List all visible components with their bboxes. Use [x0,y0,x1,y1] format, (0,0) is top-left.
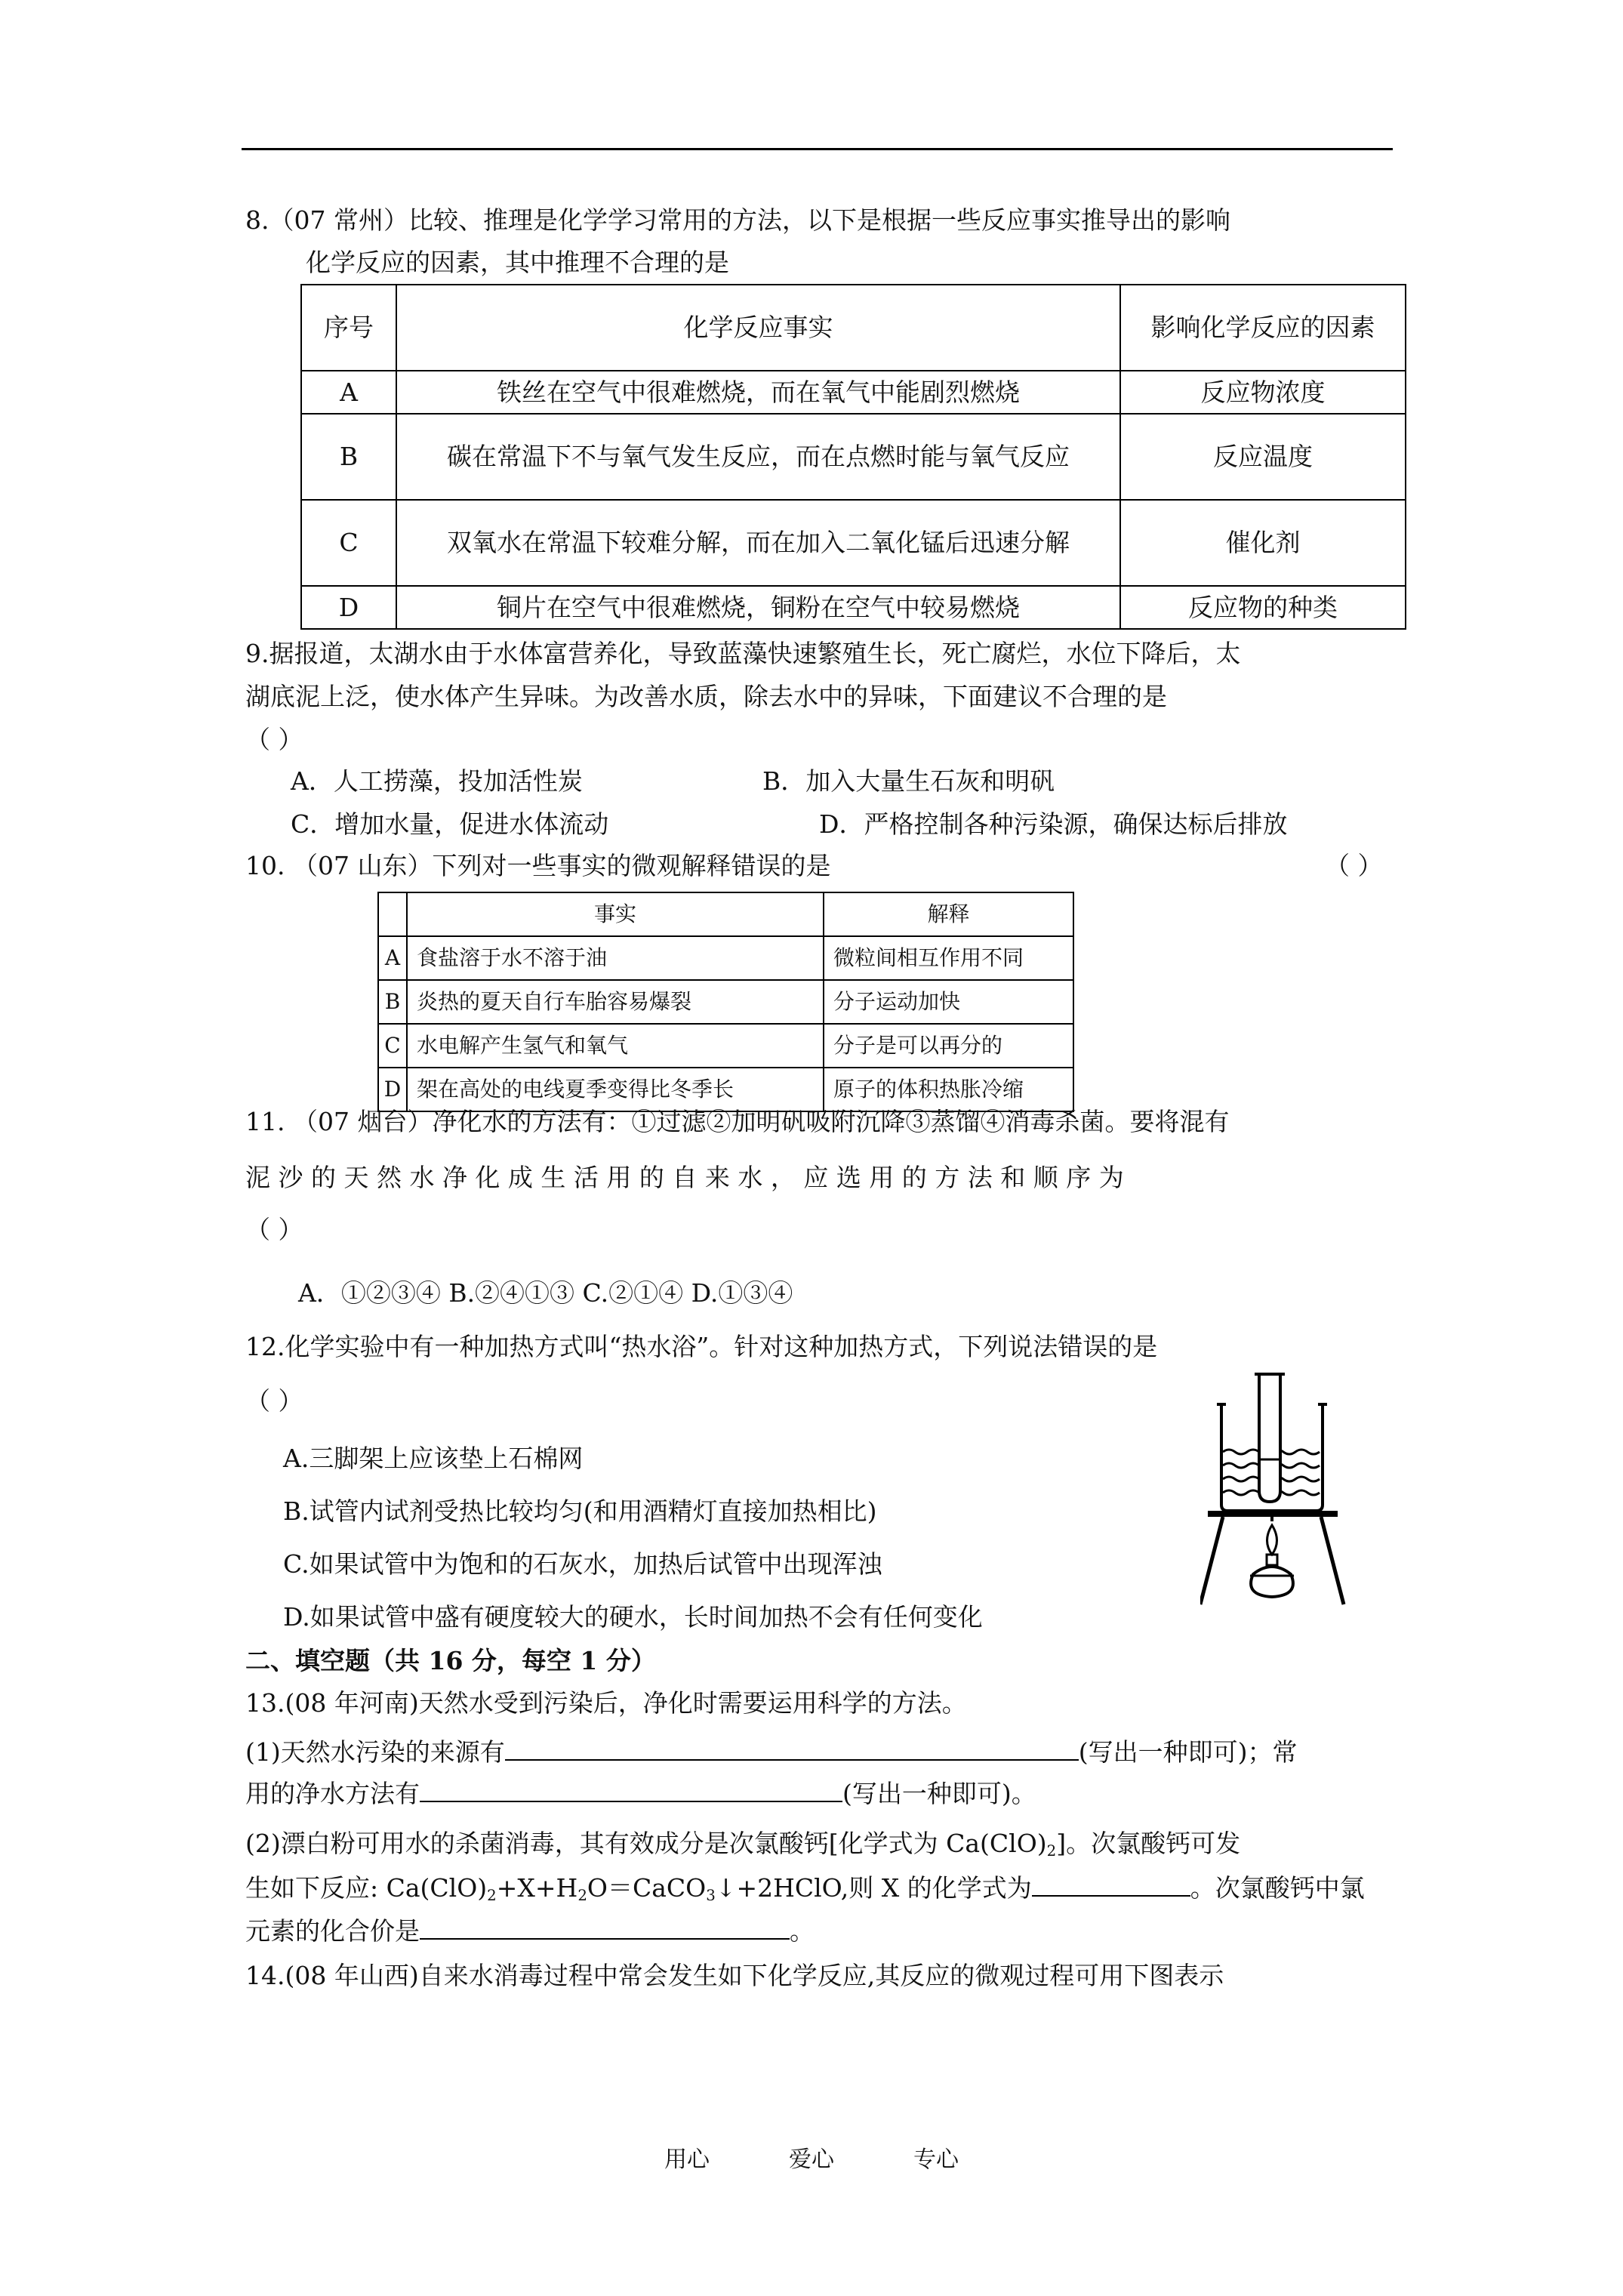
row-id: B [301,414,396,500]
row-fact: 铁丝在空气中很难燃烧，而在氧气中能剧烈燃烧 [396,371,1120,414]
row-factor: 催化剂 [1120,500,1406,586]
row-factor: 反应温度 [1120,414,1406,500]
q12-option-d: D.如果试管中盛有硬度较大的硬水，长时间加热不会有任何变化 [283,1602,983,1632]
q13-part2-text-b: ]。次氯酸钙可发 [1056,1829,1241,1858]
q13-valence-text: 元素的化合价是 [245,1916,420,1946]
table-row [301,371,1406,414]
section-heading [245,1646,656,1676]
row-id: A [301,371,396,414]
q10-table [377,892,1074,1112]
q13-equation-a: 生如下反应: Ca(ClO) [245,1873,488,1903]
q11-options: A．①②③④ B.②④①③ C.②①④ D.①③④ [298,1278,793,1308]
row-id: B [378,980,407,1024]
row-fact: 铜片在空气中很难燃烧，铜粉在空气中较易燃烧 [396,586,1120,629]
header-cell: 化学反应事实 [396,285,1120,371]
q12-option-c: C.如果试管中为饱和的石灰水，加热后试管中出现浑浊 [283,1549,882,1579]
table-row [301,586,1406,629]
row-explanation: 分子是可以再分的 [824,1024,1073,1068]
row-explanation: 微粒间相互作用不同 [824,936,1073,980]
footer-text-2: 爱心 [789,2147,834,2173]
q9-answer-bracket: （ ） [245,725,303,754]
answer-blank-x-formula[interactable] [1032,1872,1190,1897]
table-row [301,414,1406,500]
q13-part2-line2 [245,1872,1365,1903]
header-cell: 事实 [407,892,824,936]
row-explanation: 原子的体积热胀冷缩 [824,1068,1073,1111]
row-fact: 食盐溶于水不溶于油 [407,936,824,980]
footer-text-3: 专心 [913,2147,959,2173]
subscript: 2 [577,1886,587,1904]
q12-stem: 12.化学实验中有一种加热方式叫“热水浴”。针对这种加热方式，下列说法错误的是 [245,1332,1158,1361]
q13-equation-b: +X+H [496,1873,578,1903]
row-fact: 炎热的夏天自行车胎容易爆裂 [407,980,824,1024]
q13-part1-text2: 用的净水方法有 [245,1779,420,1808]
q13-part2-tail: 。次氯酸钙中氯 [1190,1873,1365,1903]
row-explanation: 分子运动加快 [824,980,1073,1024]
q9-option-b: B．加入大量生石灰和明矾 [762,766,1055,796]
row-id: C [301,500,396,586]
q13-stem: 13.(08 年河南)天然水受到污染后，净化时需要运用科学的方法。 [245,1688,967,1718]
section-heading-prefix: 二、填空题（共 [245,1646,429,1675]
table-row [301,500,1406,586]
header-cell: 解释 [824,892,1073,936]
q8-stem-line1: 8.（07 常州）比较、推理是化学学习常用的方法，以下是根据一些反应事实推导出的影响 [245,205,1230,235]
q13-part2-line3 [245,1915,815,1946]
q13-equation-c: O＝CaCO [587,1873,707,1903]
table-row [378,1024,1073,1068]
q13-part1-hint: (写出一种即可)；常 [1078,1737,1298,1767]
section-total-score: 16 [428,1646,463,1675]
header-cell-empty [378,892,407,936]
section-each-score: 1 [580,1646,598,1675]
footer-text-1: 用心 [664,2147,710,2173]
q13-equation-d: ↓+2HClO,则 X 的化学式为 [715,1873,1032,1903]
row-id: A [378,936,407,980]
q14-stem: 14.(08 年山西)自来水消毒过程中常会发生如下化学反应,其反应的微观过程可用下图表示 [245,1961,1224,1990]
row-fact: 架在高处的电线夏季变得比冬季长 [407,1068,824,1111]
q10-stem: 10. （07 山东）下列对一些事实的微观解释错误的是 [245,851,831,880]
row-fact: 双氧水在常温下较难分解，而在加入二氧化锰后迅速分解 [396,500,1120,586]
table-header-row [378,892,1073,936]
table-header-row [301,285,1406,371]
row-factor: 反应物的种类 [1120,586,1406,629]
q13-part1-line2 [245,1778,1036,1809]
row-fact: 碳在常温下不与氧气发生反应，而在点燃时能与氧气反应 [396,414,1120,500]
table-row [378,980,1073,1024]
q11-stem-line1: 11. （07 烟台）净化水的方法有：①过滤②加明矾吸附沉降③蒸馏④消毒杀菌。要将混有 [245,1107,1230,1136]
header-cell: 序号 [301,285,396,371]
row-id: D [301,586,396,629]
row-fact: 水电解产生氢气和氧气 [407,1024,824,1068]
q13-part1-line1 [245,1737,1298,1767]
header-cell: 影响化学反应的因素 [1120,285,1406,371]
q10-answer-bracket: （ ） [1325,851,1383,880]
q9-option-d: D．严格控制各种污染源，确保达标后排放 [819,809,1288,839]
answer-blank-chlorine-valence[interactable] [420,1915,790,1940]
q13-part1-text: (1)天然水污染的来源有 [245,1737,505,1767]
subscript: 2 [487,1886,497,1904]
row-id: D [378,1068,407,1111]
q8-table [300,284,1406,630]
header-rule [242,148,1393,150]
q9-stem-line1: 9.据报道，太湖水由于水体富营养化，导致蓝藻快速繁殖生长，死亡腐烂，水位下降后，太 [245,639,1241,668]
q11-answer-bracket: （ ） [245,1215,303,1244]
q8-stem-line2: 化学反应的因素，其中推理不合理的是 [306,248,729,277]
q13-end-mark: 。 [790,1916,815,1946]
q11-stem-line2: 泥 沙 的 天 然 水 净 化 成 生 活 用 的 自 来 水 ， 应 选 用 的 方 法 和 顺 序 为 [245,1163,1124,1192]
q12-option-b: B.试管内试剂受热比较均匀(和用酒精灯直接加热相比) [283,1496,877,1526]
answer-blank-pollution-source[interactable] [505,1737,1079,1761]
table-row [378,936,1073,980]
table-row [378,1068,1073,1111]
row-id: C [378,1024,407,1068]
answer-blank-purification-method[interactable] [420,1778,842,1802]
section-heading-mid: 分，每空 [463,1646,581,1675]
q9-option-a: A．人工捞藻，投加活性炭 [291,766,583,796]
q12-answer-bracket: （ ） [245,1386,303,1416]
water-bath-apparatus-figure [1200,1370,1351,1612]
q12-option-a: A.三脚架上应该垫上石棉网 [283,1444,584,1473]
subscript: 3 [706,1886,716,1904]
q13-part2-line1 [245,1829,1240,1859]
row-factor: 反应物浓度 [1120,371,1406,414]
subscript: 2 [1046,1841,1057,1860]
q13-part1-hint2: (写出一种即可)。 [842,1779,1036,1808]
section-heading-suffix: 分） [597,1646,656,1675]
q9-stem-line2: 湖底泥上泛，使水体产生异味。为改善水质，除去水中的异味，下面建议不合理的是 [245,682,1167,711]
q9-option-c: C．增加水量，促进水体流动 [291,809,609,839]
q13-part2-text: (2)漂白粉可用水的杀菌消毒，其有效成分是次氯酸钙[化学式为 Ca(ClO) [245,1829,1047,1858]
